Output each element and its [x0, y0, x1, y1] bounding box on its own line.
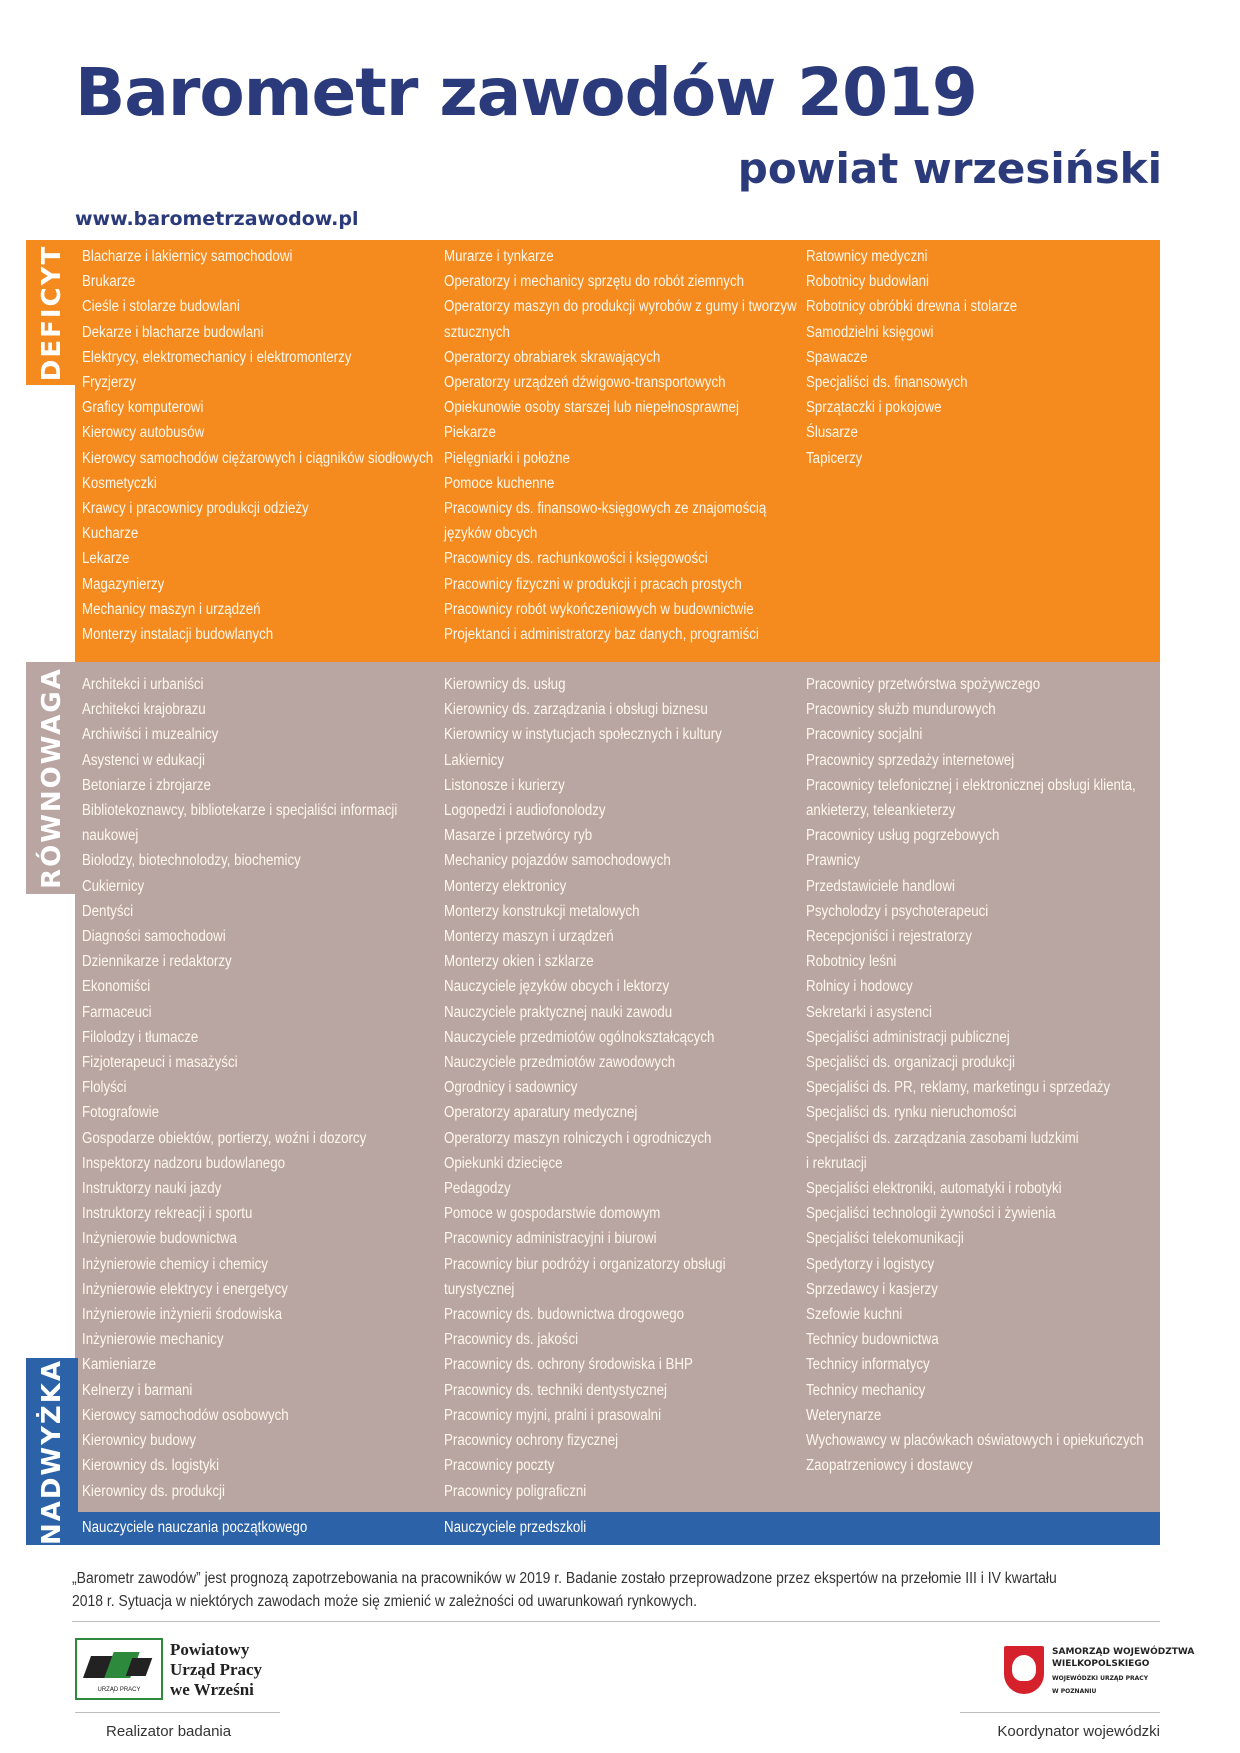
- occupation-item: Robotnicy obróbki drewna i stolarze: [806, 298, 1018, 316]
- occupation-item: Inżynierowie chemicy i chemicy: [82, 1255, 268, 1273]
- occupation-item: Technicy mechanicy: [806, 1381, 926, 1399]
- occupation-item: Kierownicy w instytucjach społecznych i kultury: [444, 726, 722, 744]
- occupation-item: Cukiernicy: [82, 877, 145, 895]
- occupation-item: Pracownicy przetwórstwa spożywczego: [806, 676, 1041, 693]
- occupation-item: Ogrodnicy i sadownicy: [444, 1079, 578, 1097]
- rownowaga-column-1: [82, 672, 449, 1504]
- samorzad-name-line: WIELKOPOLSKIEGO: [1052, 1659, 1150, 1669]
- occupation-item: Psycholodzy i psychoterapeuci: [806, 902, 989, 920]
- occupation-item: Operatorzy maszyn do produkcji wyrobów z gumy i tworzyw: [444, 298, 797, 316]
- occupation-item: Pracownicy sprzedaży internetowej: [806, 751, 1015, 769]
- occupation-item: Tapicerzy: [806, 449, 863, 467]
- coat-of-arms-icon: [1004, 1646, 1044, 1694]
- occupation-item: Pracownicy ds. rachunkowości i księgowości: [444, 550, 708, 568]
- occupation-item: Spedytorzy i logistycy: [806, 1255, 935, 1273]
- rownowaga-label: RÓWNOWAGA: [37, 667, 68, 889]
- rownowaga-column-3: [806, 672, 1199, 1479]
- deficyt-column-3: [806, 244, 1052, 471]
- caption-rule: [960, 1712, 1160, 1713]
- occupation-item: Monterzy elektronicy: [444, 877, 567, 895]
- occupation-item: Listonosze i kurierzy: [444, 776, 565, 794]
- eagle-icon: [1012, 1655, 1036, 1681]
- samorzad-name-line: SAMORZĄD WOJEWÓDZTWA: [1052, 1647, 1195, 1657]
- occupation-item: Kierowcy autobusów: [82, 424, 205, 442]
- occupation-item: Inżynierowie inżynierii środowiska: [82, 1306, 283, 1324]
- caption-rule: [75, 1712, 280, 1713]
- occupation-item: Archiwiści i muzealnicy: [82, 726, 219, 744]
- occupation-item: Prawnicy: [806, 852, 861, 870]
- occupation-item: Betoniarze i zbrojarze: [82, 776, 211, 794]
- occupation-item: Kosmetyczki: [82, 474, 157, 492]
- occupation-item: Kucharze: [82, 525, 139, 543]
- pup-name-line: Urząd Pracy: [170, 1660, 263, 1679]
- occupation-item: Inżynierowie mechanicy: [82, 1331, 224, 1349]
- occupation-item: Nauczyciele przedszkoli: [444, 1519, 587, 1536]
- occupation-item: Pomoce w gospodarstwie domowym: [444, 1205, 661, 1223]
- occupation-item: Lekarze: [82, 550, 130, 568]
- occupation-item: Diagności samochodowi: [82, 928, 226, 946]
- occupation-item: Pracownicy służb mundurowych: [806, 701, 996, 719]
- occupation-item: Nauczyciele przedmiotów zawodowych: [444, 1054, 676, 1072]
- wup-name-line: W POZNANIU: [1052, 1688, 1097, 1695]
- occupation-item: Pracownicy administracyjni i biurowi: [444, 1230, 657, 1248]
- occupation-item: i rekrutacji: [806, 1154, 867, 1172]
- deficyt-label: DEFICYT: [37, 244, 68, 381]
- occupation-item: Sprzątaczki i pokojowe: [806, 399, 942, 417]
- occupation-item: Pracownicy socjalni: [806, 726, 923, 744]
- occupation-item: Pomoce kuchenne: [444, 474, 555, 492]
- occupation-item: Dziennikarze i redaktorzy: [82, 953, 232, 971]
- occupation-item: Fotografowie: [82, 1104, 160, 1122]
- occupation-item: Kierownicy ds. usług: [444, 676, 566, 693]
- occupation-item: Fizjoterapeuci i masażyści: [82, 1054, 238, 1072]
- occupation-item: Pielęgniarki i położne: [444, 449, 570, 467]
- occupation-item: Architekci krajobrazu: [82, 701, 206, 719]
- occupation-item: Specjaliści technologii żywności i żywienia: [806, 1205, 1056, 1223]
- occupation-item: Pracownicy ds. techniki dentystycznej: [444, 1381, 668, 1399]
- pup-logo: [75, 1638, 163, 1700]
- occupation-item: Specjaliści ds. PR, reklamy, marketingu i sprzedaży: [806, 1079, 1111, 1097]
- nadwyzka-column-1: [82, 1515, 344, 1540]
- occupation-item: Recepcjoniści i rejestratorzy: [806, 928, 972, 946]
- occupation-item: Krawcy i pracownicy produkcji odzieży: [82, 500, 309, 518]
- occupation-item: Kamieniarze: [82, 1356, 157, 1374]
- occupation-item: Specjaliści telekomunikacji: [806, 1230, 964, 1248]
- occupation-item: naukowej: [82, 827, 139, 845]
- occupation-item: turystycznej: [444, 1280, 515, 1298]
- occupation-item: Pracownicy ochrony fizycznej: [444, 1432, 619, 1450]
- occupation-item: Cieśle i stolarze budowlani: [82, 298, 240, 316]
- occupation-item: Lakiernicy: [444, 751, 505, 769]
- occupation-item: Filolodzy i tłumacze: [82, 1028, 199, 1046]
- occupation-item: Opiekunowie osoby starszej lub niepełnosprawnej: [444, 399, 739, 417]
- rownowaga-column-2: [444, 672, 771, 1504]
- occupation-item: Pracownicy myjni, pralni i prasowalni: [444, 1406, 662, 1424]
- occupation-item: Pracownicy telefonicznej i elektronicznej obsługi klienta,: [806, 776, 1136, 794]
- samorzad-name: [1052, 1646, 1194, 1696]
- page-subtitle: powiat wrzesiński: [737, 144, 1162, 193]
- page-title: Barometr zawodów 2019: [75, 54, 977, 131]
- occupation-item: języków obcych: [444, 525, 538, 543]
- koordynator-caption: Koordynator wojewódzki: [997, 1723, 1160, 1740]
- deficyt-tab: [26, 240, 78, 385]
- occupation-item: Pracownicy ds. finansowo-księgowych ze znajomością: [444, 500, 767, 518]
- pup-name-line: we Wrześni: [170, 1680, 254, 1699]
- occupation-item: Pracownicy ds. budownictwa drogowego: [444, 1306, 685, 1324]
- occupation-item: Sprzedawcy i kasjerzy: [806, 1280, 938, 1298]
- wup-name-line: WOJEWÓDZKI URZĄD PRACY: [1052, 1675, 1149, 1682]
- occupation-item: Biolodzy, biotechnolodzy, biochemicy: [82, 852, 301, 870]
- occupation-item: Specjaliści ds. organizacji produkcji: [806, 1054, 1015, 1072]
- occupation-item: Mechanicy pojazdów samochodowych: [444, 852, 671, 870]
- occupation-item: Asystenci w edukacji: [82, 751, 205, 769]
- nadwyzka-column-2: [444, 1515, 609, 1540]
- occupation-item: Kierownicy budowy: [82, 1432, 197, 1450]
- occupation-item: Inspektorzy nadzoru budowlanego: [82, 1154, 286, 1172]
- occupation-item: Ekonomiści: [82, 978, 151, 996]
- occupation-item: Monterzy konstrukcji metalowych: [444, 902, 640, 920]
- occupation-item: Pracownicy usług pogrzebowych: [806, 827, 1000, 845]
- occupation-item: Pracownicy poligraficzni: [444, 1482, 587, 1500]
- occupation-item: Fryzjerzy: [82, 374, 137, 392]
- occupation-item: Kierownicy ds. logistyki: [82, 1457, 220, 1475]
- occupation-item: Operatorzy aparatury medycznej: [444, 1104, 638, 1122]
- occupation-item: Nauczyciele przedmiotów ogólnokształcących: [444, 1028, 715, 1046]
- occupation-item: Sekretarki i asystenci: [806, 1003, 932, 1021]
- occupation-item: Technicy informatycy: [806, 1356, 930, 1374]
- occupation-item: Robotnicy budowlani: [806, 273, 930, 291]
- occupation-item: Operatorzy maszyn rolniczych i ogrodniczych: [444, 1129, 712, 1147]
- occupation-item: Flolyści: [82, 1079, 127, 1097]
- occupation-item: Ślusarze: [806, 424, 858, 442]
- occupation-item: Specjaliści ds. zarządzania zasobami ludzkimi: [806, 1129, 1079, 1147]
- occupation-item: Piekarze: [444, 424, 496, 442]
- occupation-item: Operatorzy urządzeń dźwigowo-transportowych: [444, 374, 726, 392]
- occupation-item: Robotnicy leśni: [806, 953, 897, 971]
- deficyt-column-2: [444, 244, 854, 647]
- occupation-item: Specjaliści ds. finansowych: [806, 374, 968, 392]
- occupation-item: Pracownicy biur podróży i organizatorzy obsługi: [444, 1255, 726, 1273]
- pup-name-line: Powiatowy: [170, 1640, 250, 1659]
- occupation-item: Nauczyciele praktycznej nauki zawodu: [444, 1003, 673, 1021]
- occupation-item: Monterzy okien i szklarze: [444, 953, 594, 971]
- occupation-item: Technicy budownictwa: [806, 1331, 939, 1349]
- occupation-item: Inżynierowie budownictwa: [82, 1230, 237, 1248]
- occupation-item: Dentyści: [82, 902, 134, 920]
- occupation-item: Operatorzy i mechanicy sprzętu do robót ziemnych: [444, 273, 745, 291]
- occupation-item: Mechanicy maszyn i urządzeń: [82, 600, 261, 618]
- occupation-item: Rolnicy i hodowcy: [806, 978, 913, 996]
- occupation-item: Inżynierowie elektrycy i energetycy: [82, 1280, 288, 1298]
- occupation-item: Specjaliści ds. rynku nieruchomości: [806, 1104, 1017, 1122]
- occupation-item: Przedstawiciele handlowi: [806, 877, 955, 895]
- occupation-item: Projektanci i administratorzy baz danych, programiści: [444, 626, 759, 644]
- occupation-item: Nauczyciele nauczania początkowego: [82, 1519, 308, 1536]
- occupation-item: Samodzielni księgowi: [806, 323, 934, 341]
- nadwyzka-label: NADWYŻKA: [37, 1358, 67, 1545]
- occupation-item: Architekci i urbaniści: [82, 676, 204, 693]
- occupation-item: Masarze i przetwórcy ryb: [444, 827, 593, 845]
- occupation-item: Ratownicy medyczni: [806, 248, 928, 265]
- occupation-item: Elektrycy, elektromechanicy i elektromonterzy: [82, 348, 352, 366]
- occupation-item: Kierownicy ds. zarządzania i obsługi biznesu: [444, 701, 708, 719]
- occupation-item: Zaopatrzeniowcy i dostawcy: [806, 1457, 973, 1475]
- realizator-caption: Realizator badania: [106, 1723, 232, 1740]
- pup-name: [170, 1640, 262, 1700]
- occupation-item: Kierowcy samochodów ciężarowych i ciągników siodłowych: [82, 449, 434, 467]
- occupation-item: Instruktorzy nauki jazdy: [82, 1180, 222, 1198]
- occupation-item: Bibliotekoznawcy, bibliotekarze i specjaliści informacji: [82, 802, 398, 820]
- website-url[interactable]: www.barometrzawodow.pl: [75, 208, 359, 230]
- occupation-item: Gospodarze obiektów, portierzy, woźni i dozorcy: [82, 1129, 367, 1147]
- occupation-item: Monterzy instalacji budowlanych: [82, 626, 274, 644]
- occupation-item: Pracownicy fizyczni w produkcji i pracach prostych: [444, 575, 742, 593]
- occupation-item: sztucznych: [444, 323, 510, 341]
- occupation-item: Blacharze i lakiernicy samochodowi: [82, 248, 293, 265]
- occupation-item: Monterzy maszyn i urządzeń: [444, 928, 614, 946]
- occupation-item: Kierownicy ds. produkcji: [82, 1482, 225, 1500]
- occupation-item: Operatorzy obrabiarek skrawających: [444, 348, 661, 366]
- occupation-item: Wychowawcy w placówkach oświatowych i opiekuńczych: [806, 1432, 1144, 1450]
- occupation-item: Pracownicy ds. jakości: [444, 1331, 579, 1349]
- occupation-item: Weterynarze: [806, 1406, 882, 1424]
- occupation-item: Kierowcy samochodów osobowych: [82, 1406, 289, 1424]
- occupation-item: Spawacze: [806, 348, 868, 366]
- occupation-item: Opiekunki dziecięce: [444, 1154, 563, 1172]
- occupation-item: Kelnerzy i barmani: [82, 1381, 193, 1399]
- occupation-item: Murarze i tynkarze: [444, 248, 554, 265]
- divider: [72, 1621, 1160, 1622]
- occupation-item: Pracownicy poczty: [444, 1457, 555, 1475]
- occupation-item: Instruktorzy rekreacji i sportu: [82, 1205, 253, 1223]
- occupation-item: Pedagodzy: [444, 1180, 511, 1198]
- occupation-item: Brukarze: [82, 273, 136, 291]
- occupation-item: Nauczyciele języków obcych i lektorzy: [444, 978, 670, 996]
- rownowaga-tab: [26, 662, 78, 894]
- pup-logo-caption: URZĄD PRACY: [97, 1687, 141, 1693]
- nadwyzka-tab: [26, 1358, 78, 1545]
- footnote: „Barometr zawodów” jest prognozą zapotrzebowania na pracowników w 2019 r. Badanie zostało przeprowadzone przez ekspertów na przełomie III i IV kwartału 2018 r. Sytuacja w niektórych zawodach może się zmienić w zależności od uwarunkowań rynkowych.: [72, 1570, 1057, 1610]
- occupation-item: Graficy komputerowi: [82, 399, 204, 417]
- occupation-item: Pracownicy robót wykończeniowych w budownictwie: [444, 600, 754, 618]
- occupation-item: Dekarze i blacharze budowlani: [82, 323, 264, 341]
- occupation-item: Specjaliści elektroniki, automatyki i robotyki: [806, 1180, 1062, 1198]
- occupation-item: Szefowie kuchni: [806, 1306, 903, 1324]
- occupation-item: Pracownicy ds. ochrony środowiska i BHP: [444, 1356, 693, 1374]
- occupation-item: Farmaceuci: [82, 1003, 152, 1021]
- occupation-item: Logopedzi i audiofonolodzy: [444, 802, 606, 820]
- occupation-item: Specjaliści administracji publicznej: [806, 1028, 1010, 1046]
- deficyt-column-1: [82, 244, 490, 647]
- occupation-item: ankieterzy, teleankieterzy: [806, 802, 956, 820]
- occupation-item: Magazynierzy: [82, 575, 165, 593]
